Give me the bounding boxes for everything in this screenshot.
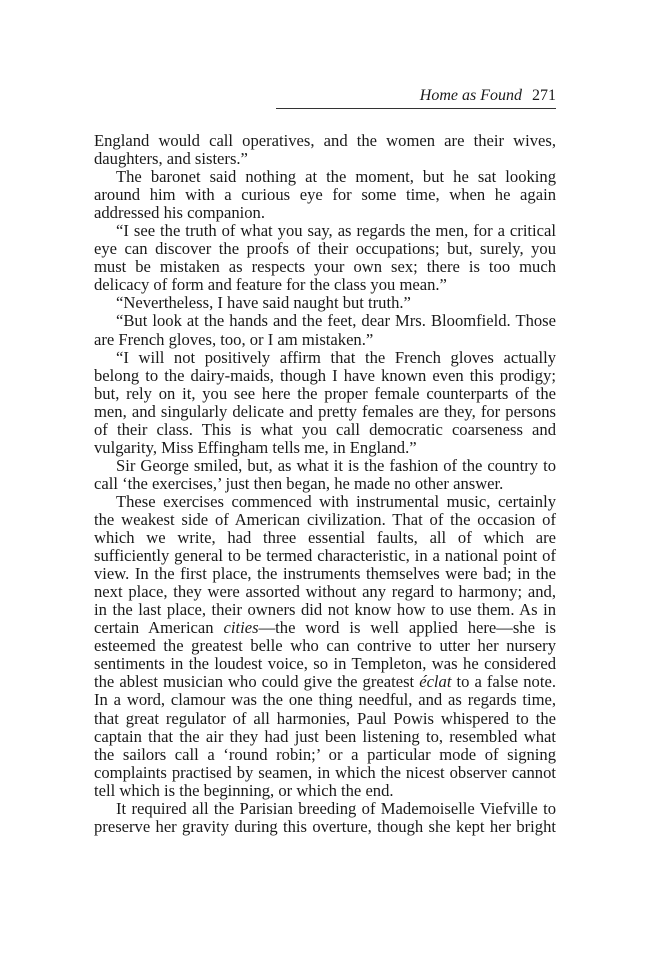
running-header <box>276 86 556 109</box>
italic-text: éclat <box>419 672 452 692</box>
text-run: —the word is well applied here—she is esteemed the greatest belle who can contrive to utter her nursery sentiments in the loudest voice, so in Templeton, was he considered the ablest musician who could give the greatest <box>94 618 556 692</box>
paragraph: “I will not positively affirm that the French gloves actually belong to the dairy-maids, though I have known even this prodigy; but, rely on it, you see here the proper female counterparts of the men, and singularly delicate and pretty females are they, for persons of their class. This is what you call democratic coarseness and vulgarity, Miss Effingham tells me, in England.” <box>94 347 556 457</box>
running-title: Home as Found <box>419 87 522 104</box>
paragraph: Sir George smiled, but, as what it is the fashion of the country to call ‘the exercises,’ just then began, he made no other answer. <box>94 455 556 493</box>
paragraph: “But look at the hands and the feet, dear Mrs. Bloomfield. Those are French gloves, too, or I am mistaken.” <box>94 311 556 349</box>
paragraph: The baronet said nothing at the moment, but he sat looking around him with a curious eye for some time, when he again addressed his companion. <box>94 167 556 223</box>
paragraph: “I see the truth of what you say, as regards the men, for a critical eye can discover the proofs of their occupations; but, surely, you must be mistaken as respects your own sex; there is too much delicacy of form and feature for the class you mean.” <box>94 221 556 295</box>
italic-text: cities <box>223 618 259 638</box>
paragraph: England would call operatives, and the women are their wives, daughters, and sisters.” <box>94 131 556 169</box>
page-number: 271 <box>532 87 556 104</box>
page-body <box>94 132 556 836</box>
paragraph: It required all the Parisian breeding of Mademoiselle Viefville to preserve her gravity during this overture, though she kept her bright <box>94 798 556 836</box>
paragraph: “Nevertheless, I have said naught but truth.” <box>116 293 411 313</box>
text-run: to a false note. In a word, clamour was the one thing needful, and as regards time, that great regulator of all harmonies, Paul Powis whispered to the captain that the air they had just been listening to, resembled what the sailors call a ‘round robin;’ or a particular mode of signing complaints practised by seamen, in which the nicest observer cannot tell which is the beginning, or which the end. <box>94 672 556 800</box>
paragraph <box>94 493 556 800</box>
text-run: These exercises commenced with instrumental music, certainly the weakest side of American civilization. That of the occasion of which we write, had three essential faults, all of which are sufficiently general to be termed characteristic, in a national point of view. In the first place, the instruments themselves were bad; in the next place, they were assorted without any regard to harmony; and, in the last place, their owners did not know how to use them. As in certain American <box>94 491 556 638</box>
